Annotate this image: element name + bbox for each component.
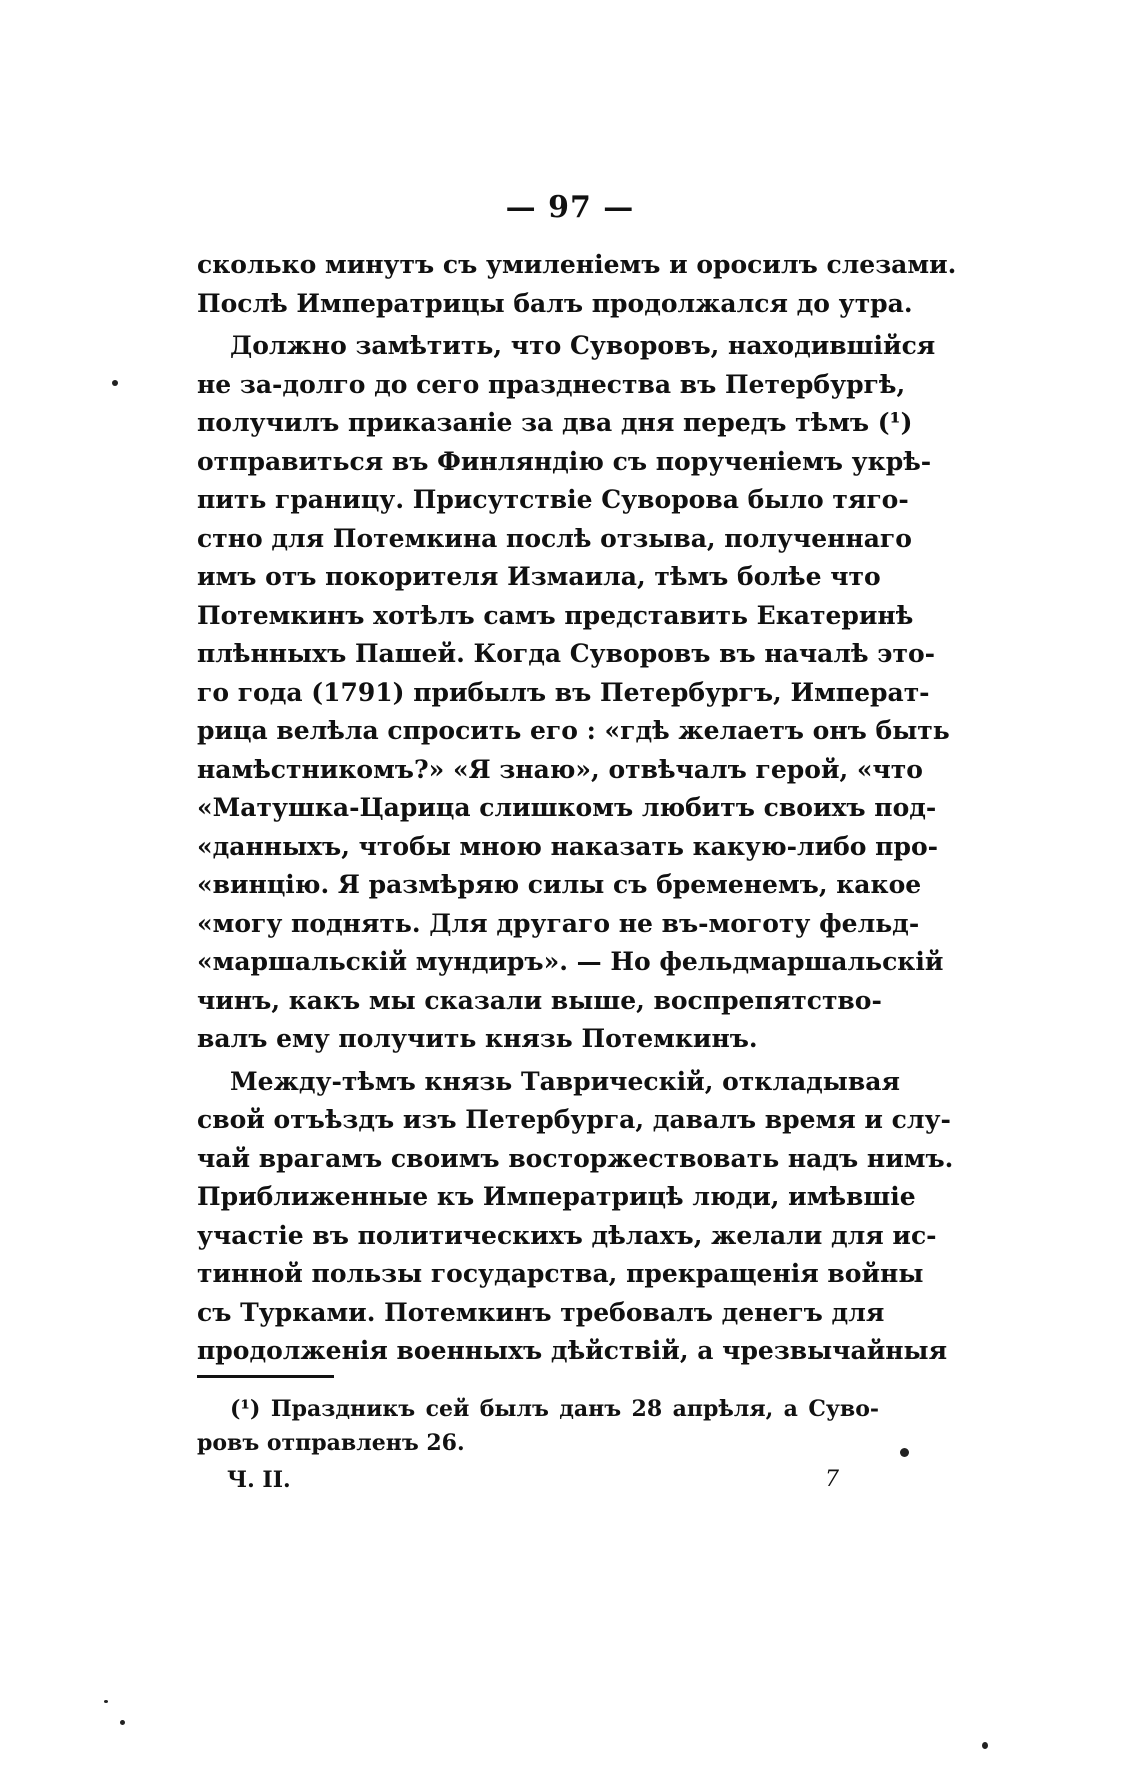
text-line: чинъ, какъ мы сказали выше, воспрепятство- (197, 985, 882, 1015)
footnote-line: ровъ отправленъ 26. (197, 1430, 465, 1456)
scan-speck (104, 1700, 108, 1703)
footnote (197, 1392, 879, 1460)
scan-speck (982, 1742, 988, 1749)
text-line: пить границу. Присутствіе Суворова было тяго- (197, 485, 909, 514)
text-line: валъ ему получить князь Потемкинъ. (197, 1024, 758, 1053)
scan-speck (120, 1720, 125, 1725)
text-line: Потемкинъ хотѣлъ самъ представить Екатеринѣ (197, 600, 914, 630)
text-line: отправиться въ Финляндію съ порученіемъ укрѣ- (197, 446, 932, 476)
text-line: Между-тѣмъ князь Таврическій, откладывая (230, 1066, 900, 1096)
footnote-line: (¹) Праздникъ сей былъ данъ 28 апрѣля, а Суво- (230, 1396, 879, 1422)
text-line: сколько минутъ съ умиленіемъ и оросилъ слезами. (197, 250, 957, 279)
text-line: «могу поднять. Для другаго не въ-моготу фельд- (197, 908, 920, 938)
text-line: съ Турками. Потемкинъ требовалъ денегъ для (197, 1297, 885, 1327)
text-line: стно для Потемкина послѣ отзыва, полученнаго (197, 523, 912, 553)
text-line: чай врагамъ своимъ восторжествовать надъ нимъ. (197, 1143, 954, 1173)
footnote-divider (197, 1375, 334, 1378)
text-line: рица велѣла спросить его : «гдѣ желаетъ онъ быть (197, 716, 950, 745)
scan-speck (900, 1448, 909, 1457)
text-line: имъ отъ покорителя Измаила, тѣмъ болѣе что (197, 562, 881, 591)
text-line: не за-долго до сего празднества въ Петербургѣ, (197, 369, 906, 399)
text-line: «маршальскій мундиръ». — Но фельдмаршальскій (197, 947, 944, 976)
text-line: плѣнныхъ Пашей. Когда Суворовъ въ началѣ это- (197, 639, 936, 668)
text-line: тинной пользы государства, прекращенія войны (197, 1259, 924, 1288)
scan-speck (112, 380, 118, 386)
text-line: «данныхъ, чтобы мною наказать какую-либо про- (197, 831, 939, 861)
text-line: свой отъѣздъ изъ Петербурга, давалъ время и слу- (197, 1105, 951, 1134)
body-text (197, 246, 957, 1371)
text-line: го года (1791) прибылъ въ Петербургъ, Императ- (197, 677, 930, 707)
text-line: участіе въ политическихъ дѣлахъ, желали для ис- (197, 1220, 937, 1250)
text-line: Должно замѣтить, что Суворовъ, находившійся (230, 331, 936, 360)
text-line: продолженія военныхъ дѣйствій, а чрезвычайныя (197, 1336, 948, 1365)
text-line: Послѣ Императрицы балъ продолжался до утра. (197, 288, 913, 318)
text-line: получилъ приказаніе за два дня передъ тѣмъ (¹) (197, 408, 913, 437)
text-line: Приближенные къ Императрицѣ люди, имѣвшіе (197, 1182, 916, 1211)
text-line: «винцію. Я размѣряю силы съ бременемъ, какое (197, 870, 922, 899)
text-line: «Матушка-Царица слишкомъ любитъ своихъ под- (197, 793, 937, 822)
page-number: — 97 — (505, 190, 635, 225)
signature-sheet: 7 (825, 1467, 839, 1492)
text-line: намѣстникомъ?» «Я знаю», отвѣчалъ герой, «что (197, 754, 923, 784)
signature-part: Ч. II. (227, 1467, 291, 1493)
